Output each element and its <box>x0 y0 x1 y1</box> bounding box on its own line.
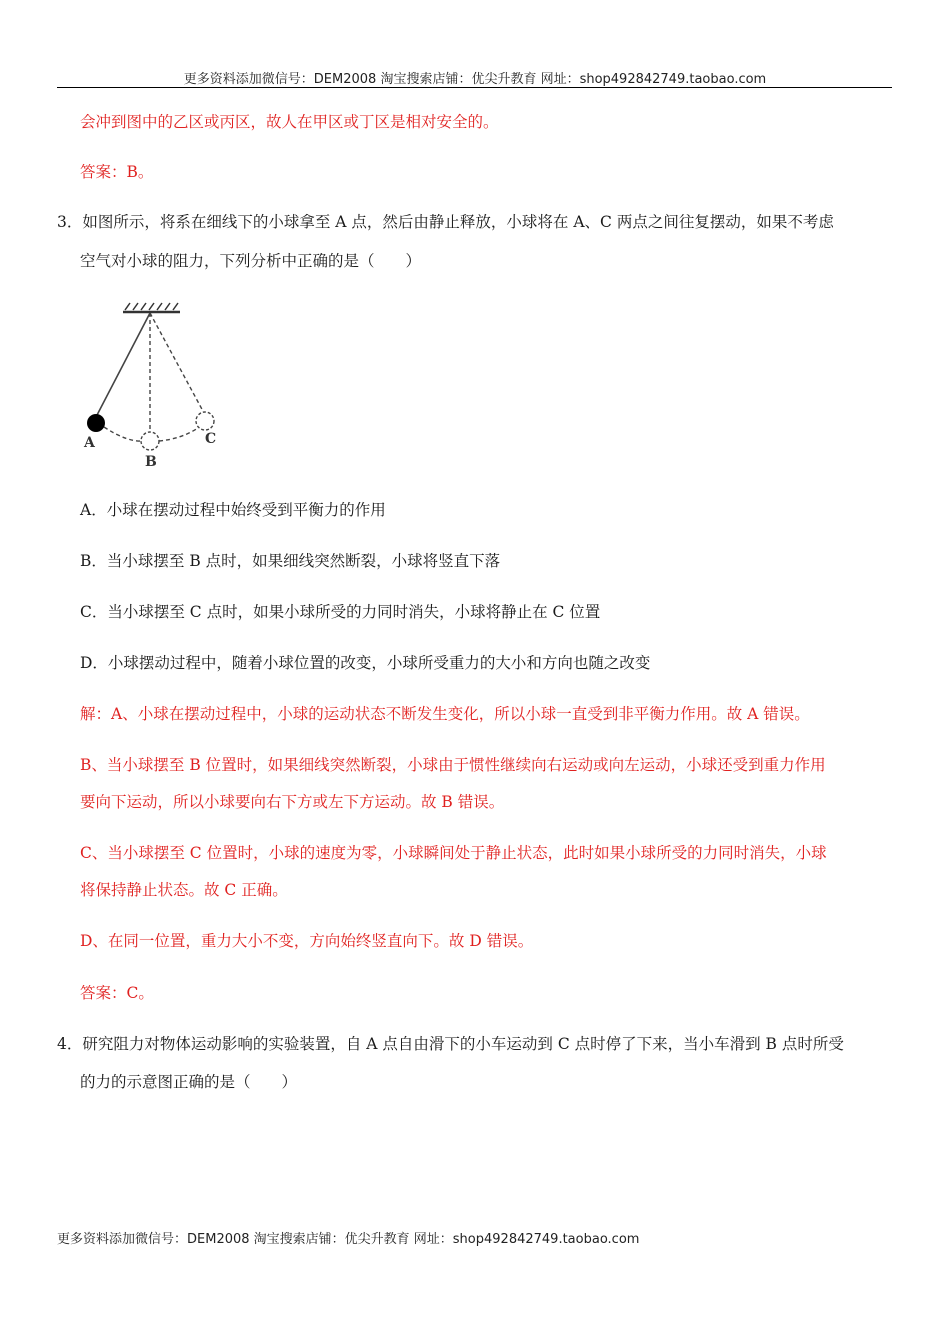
page-header: 更多资料添加微信号：DEM2008 淘宝搜索店铺：优尖升教育 网址：shop492842749.taobao.com <box>183 72 767 87</box>
prev-answer: 答案：B。 <box>80 163 154 181</box>
arc-left <box>104 427 142 441</box>
q3-solution-c1: C、当小球摆至 C 位置时，小球的速度为零，小球瞬间处于静止状态，此时如果小球所受的力同时消失，小球 <box>80 844 827 862</box>
ball-a <box>87 414 105 432</box>
ball-b <box>141 432 159 450</box>
q3-solution-a: 解：A、小球在摆动过程中，小球的运动状态不断发生变化，所以小球一直受到非平衡力作用。故 A 错误。 <box>80 705 810 723</box>
label-a: A <box>84 435 95 451</box>
ball-c <box>196 412 214 430</box>
q3-option-a: A．小球在摆动过程中始终受到平衡力的作用 <box>80 501 386 519</box>
arc-right <box>159 428 198 441</box>
string-dashed-c <box>150 313 204 413</box>
string-solid <box>96 313 150 417</box>
label-b: B <box>145 454 157 470</box>
q3-stem-line1: 3．如图所示，将系在细线下的小球拿至 A 点，然后由静止释放，小球将在 A、C 两点之间往复摆动，如果不考虑 <box>57 213 834 231</box>
label-c: C <box>205 431 217 447</box>
pendulum-diagram <box>80 295 230 475</box>
q4-stem-line2: 的力的示意图正确的是（ ） <box>80 1073 298 1091</box>
q3-answer: 答案：C。 <box>80 984 154 1002</box>
q3-option-c: C．当小球摆至 C 点时，如果小球所受的力同时消失，小球将静止在 C 位置 <box>80 603 601 621</box>
prev-solution-line: 会冲到图中的乙区或丙区，故人在甲区或丁区是相对安全的。 <box>80 113 499 131</box>
pendulum-figure <box>80 295 230 475</box>
q3-solution-b1: B、当小球摆至 B 位置时，如果细线突然断裂，小球由于惯性继续向右运动或向左运动，小球还受到重力作用 <box>80 756 826 774</box>
ceiling-hatch <box>125 303 178 310</box>
header-rule <box>57 87 892 88</box>
q3-solution-b2: 要向下运动，所以小球要向右下方或左下方运动。故 B 错误。 <box>80 793 505 811</box>
q3-solution-d: D、在同一位置，重力大小不变，方向始终竖直向下。故 D 错误。 <box>80 932 534 950</box>
page-footer: 更多资料添加微信号：DEM2008 淘宝搜索店铺：优尖升教育 网址：shop492842749.taobao.com <box>57 1232 640 1247</box>
q4-stem-line1: 4．研究阻力对物体运动影响的实验装置，自 A 点自由滑下的小车运动到 C 点时停了下来，当小车滑到 B 点时所受 <box>57 1035 844 1053</box>
q3-stem-line2: 空气对小球的阻力，下列分析中正确的是（ ） <box>80 252 422 270</box>
q3-solution-c2: 将保持静止状态。故 C 正确。 <box>80 881 288 899</box>
q3-option-b: B．当小球摆至 B 点时，如果细线突然断裂，小球将竖直下落 <box>80 552 501 570</box>
q3-option-d: D．小球摆动过程中，随着小球位置的改变，小球所受重力的大小和方向也随之改变 <box>80 654 651 672</box>
